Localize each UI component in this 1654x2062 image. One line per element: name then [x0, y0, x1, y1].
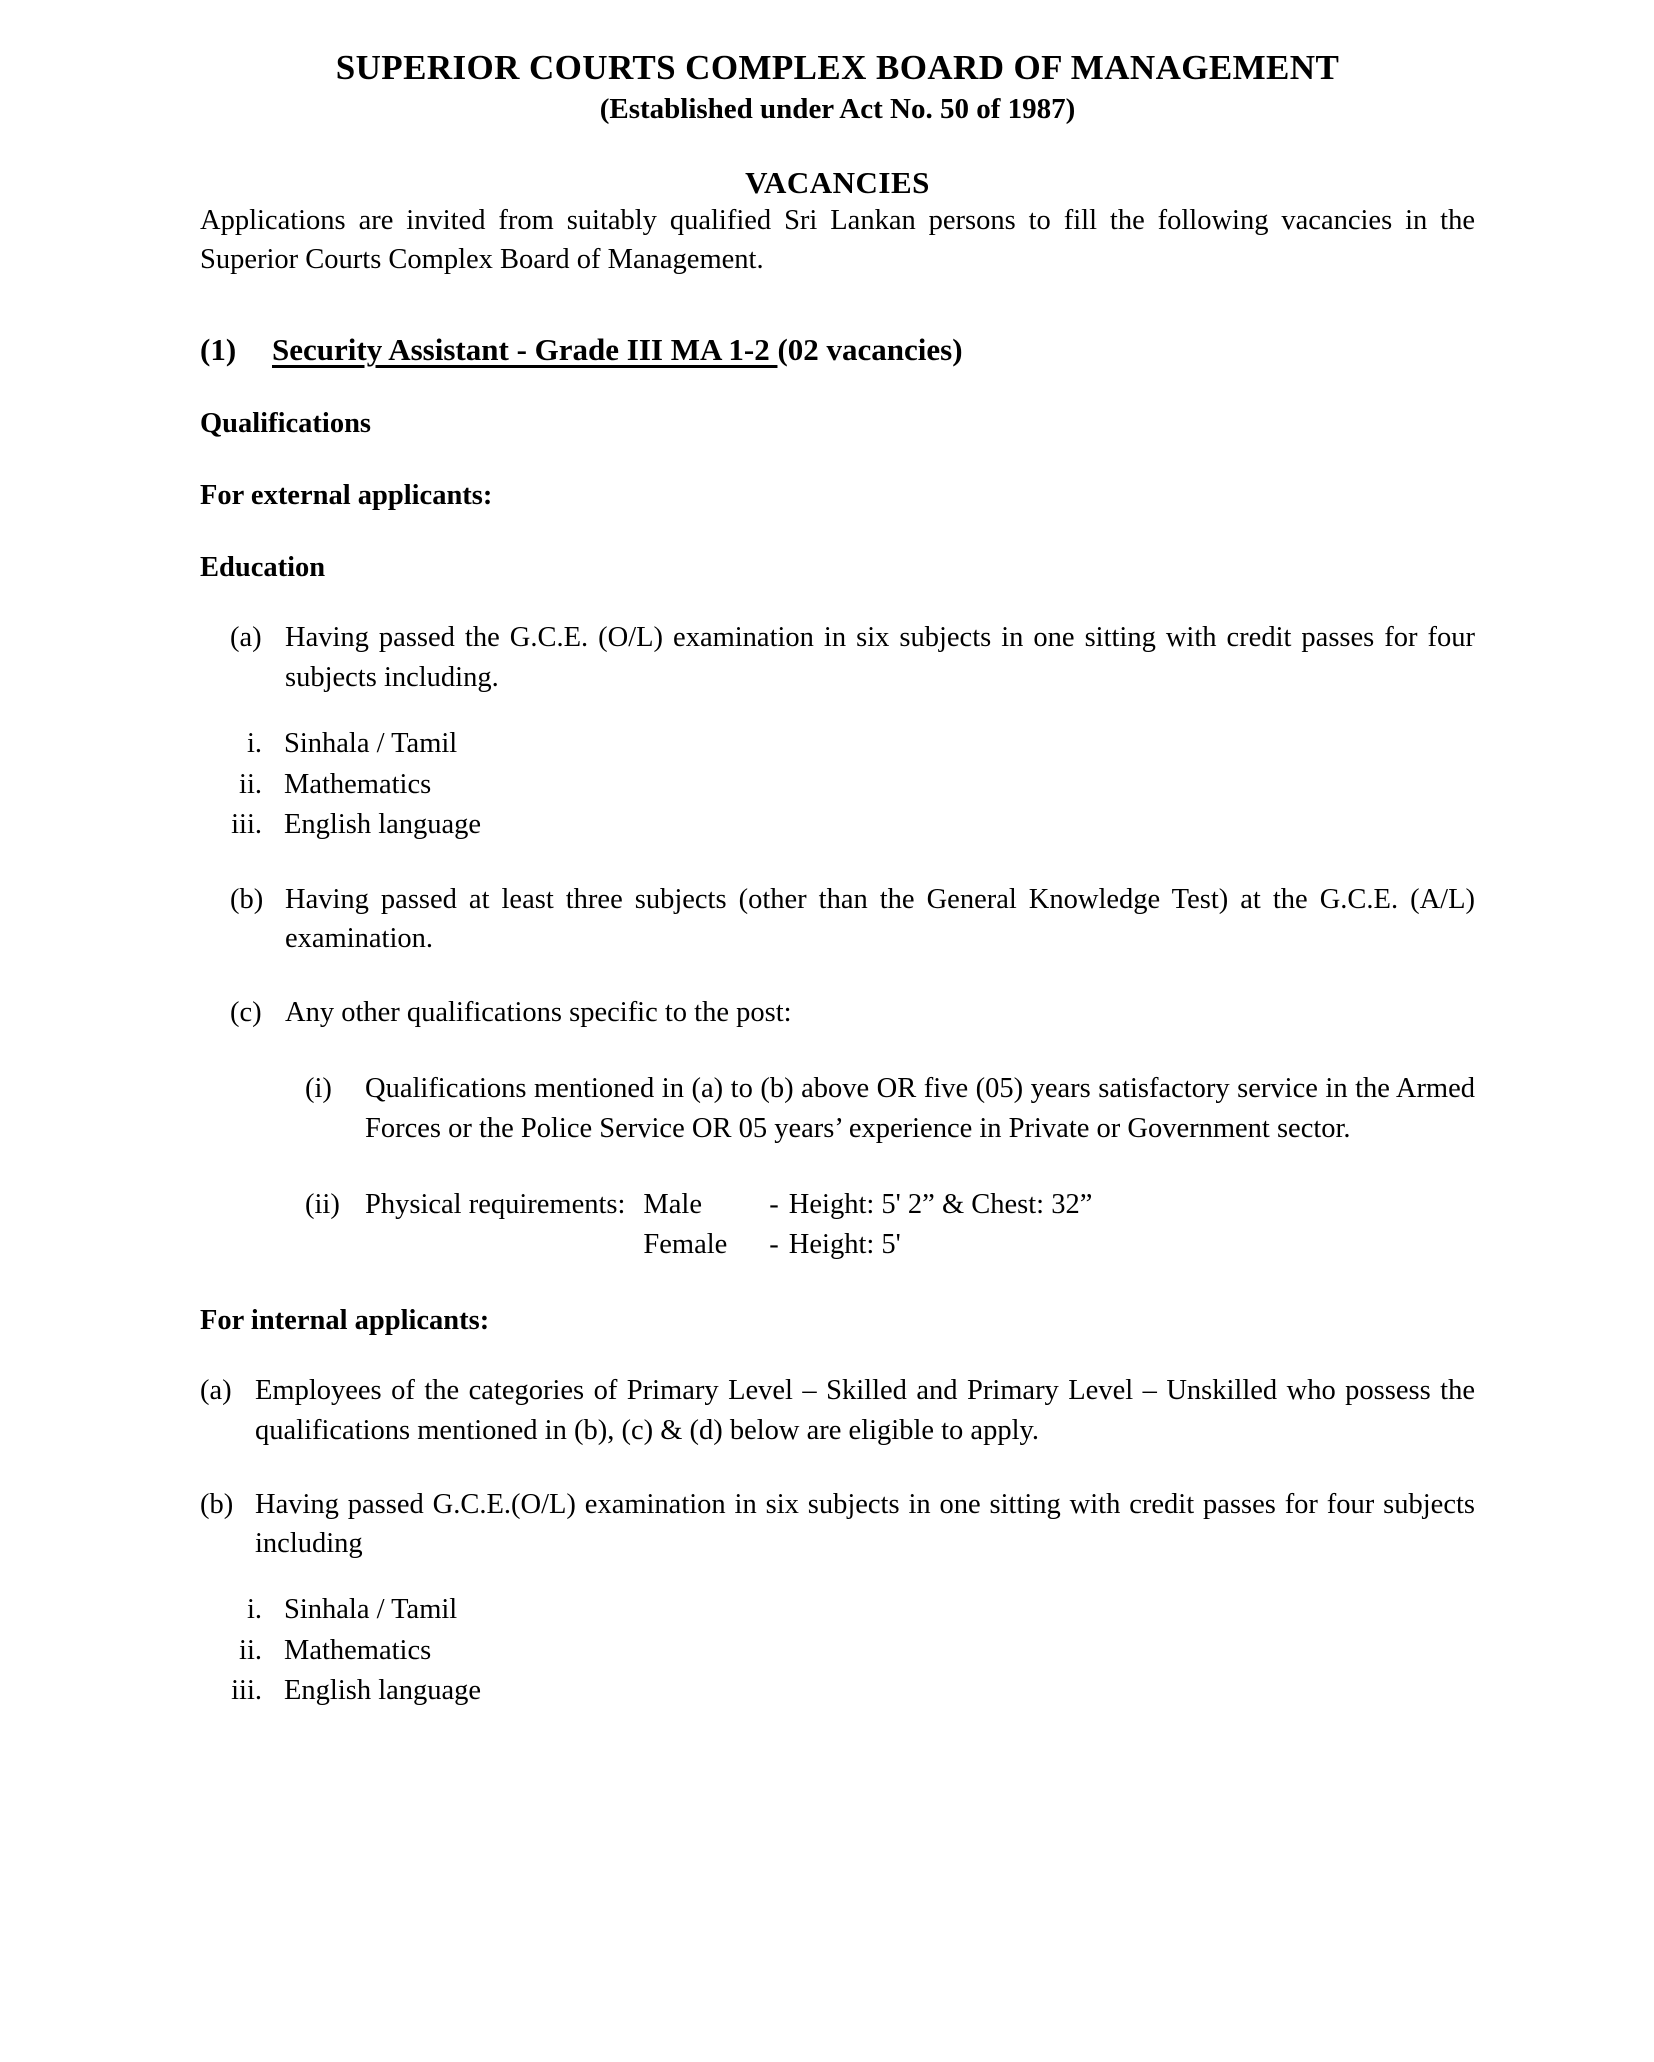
physical-row-1-dash: -: [769, 1228, 779, 1260]
list-item: [200, 1590, 1475, 1630]
external-subject-0-numeral: i.: [246, 728, 262, 760]
external-item-c-marker: (c): [230, 997, 262, 1029]
external-subject-2-numeral: iii.: [231, 809, 262, 841]
external-nested-item-i: [305, 1069, 1475, 1149]
intro-paragraph: Applications are invited from suitably qualified Sri Lankan persons to fill the following vacancies in the Superior Courts Complex Board of Management.: [200, 204, 1475, 276]
physical-requirements-marker: (ii): [305, 1188, 340, 1220]
internal-applicants-heading: For internal applicants:: [200, 1304, 490, 1336]
external-item-b-marker: (b): [230, 883, 264, 915]
external-applicants-heading: For external applicants:: [200, 480, 493, 512]
internal-subject-2-numeral: iii.: [231, 1675, 262, 1707]
external-item-b-text: Having passed at least three subjects (other than the General Knowledge Test) at the G.C.E. (A/L) examination.: [285, 883, 1475, 955]
organisation-subtitle: (Established under Act No. 50 of 1987): [599, 93, 1076, 126]
external-subject-2-label: English language: [284, 809, 482, 841]
external-subject-list: [200, 724, 1475, 845]
external-item-a-text: Having passed the G.C.E. (O/L) examination in six subjects in one sitting with credit passes for four subjects including.: [285, 622, 1475, 694]
internal-item-b-marker: (b): [200, 1488, 234, 1520]
document-title: VACANCIES: [745, 164, 930, 200]
list-item: [200, 724, 1475, 764]
post-title: Security Assistant - Grade III MA 1-2: [272, 332, 778, 368]
document-content: [200, 0, 1475, 1712]
table-row: [365, 1185, 1092, 1225]
list-item: [200, 1671, 1475, 1711]
physical-requirements-label: Physical requirements:: [365, 1188, 626, 1220]
internal-subject-0-numeral: i.: [246, 1594, 262, 1626]
internal-subject-1-label: Mathematics: [284, 1634, 432, 1666]
internal-item-a-text: Employees of the categories of Primary Level – Skilled and Primary Level – Unskilled who possess the qualifications mentioned in (b), (c) & (d) below are eligible to apply.: [255, 1374, 1475, 1446]
internal-item-a-marker: (a): [200, 1374, 232, 1406]
physical-requirements-table: [365, 1185, 1092, 1265]
external-subject-0-label: Sinhala / Tamil: [284, 728, 458, 760]
internal-subject-1-numeral: ii.: [239, 1634, 262, 1666]
post-number: (1): [200, 332, 237, 368]
table-row: [365, 1225, 1092, 1265]
physical-requirements-label-spacer: [365, 1225, 643, 1265]
external-subject-1-label: Mathematics: [284, 768, 432, 800]
list-item: [200, 805, 1475, 845]
list-item: [200, 765, 1475, 805]
physical-row-1-value: Height: 5': [788, 1228, 901, 1260]
external-item-a-marker: (a): [230, 622, 262, 654]
external-subject-1-numeral: ii.: [239, 768, 262, 800]
internal-subject-0-label: Sinhala / Tamil: [284, 1594, 458, 1626]
physical-row-0-value: Height: 5' 2” & Chest: 32”: [788, 1188, 1093, 1220]
list-item: [200, 1631, 1475, 1671]
physical-requirements-body: [365, 1185, 1475, 1265]
education-heading: Education: [200, 552, 326, 584]
physical-requirements-item: [305, 1185, 1475, 1265]
physical-row-1-sex: Female: [643, 1228, 728, 1260]
organisation-title: SUPERIOR COURTS COMPLEX BOARD OF MANAGEMENT: [335, 48, 1340, 87]
external-item-c-text: Any other qualifications specific to the post:: [285, 997, 792, 1029]
qualifications-heading: Qualifications: [200, 408, 372, 440]
post-vacancies-count: (02 vacancies): [777, 332, 963, 368]
internal-item-a: [200, 1371, 1475, 1451]
physical-row-0-sex: Male: [643, 1188, 702, 1220]
external-item-c: [230, 993, 1475, 1033]
external-nested-item-i-marker: (i): [305, 1073, 332, 1105]
external-nested-item-i-text: Qualifications mentioned in (a) to (b) above OR five (05) years satisfactory service in the Armed Forces or the Police Service OR 05 years’ experience in Private or Government sector.: [365, 1073, 1475, 1145]
internal-item-b-text: Having passed G.C.E.(O/L) examination in six subjects in one sitting with credit passes for four subjects including: [255, 1488, 1475, 1560]
external-item-b: [230, 880, 1475, 960]
internal-subject-list: [200, 1590, 1475, 1711]
physical-row-0-dash: -: [769, 1188, 779, 1220]
post-heading: [200, 332, 1475, 368]
post-title-wrap: [272, 332, 963, 368]
internal-item-b: [200, 1485, 1475, 1565]
internal-subject-2-label: English language: [284, 1675, 482, 1707]
external-item-a: [230, 618, 1475, 698]
